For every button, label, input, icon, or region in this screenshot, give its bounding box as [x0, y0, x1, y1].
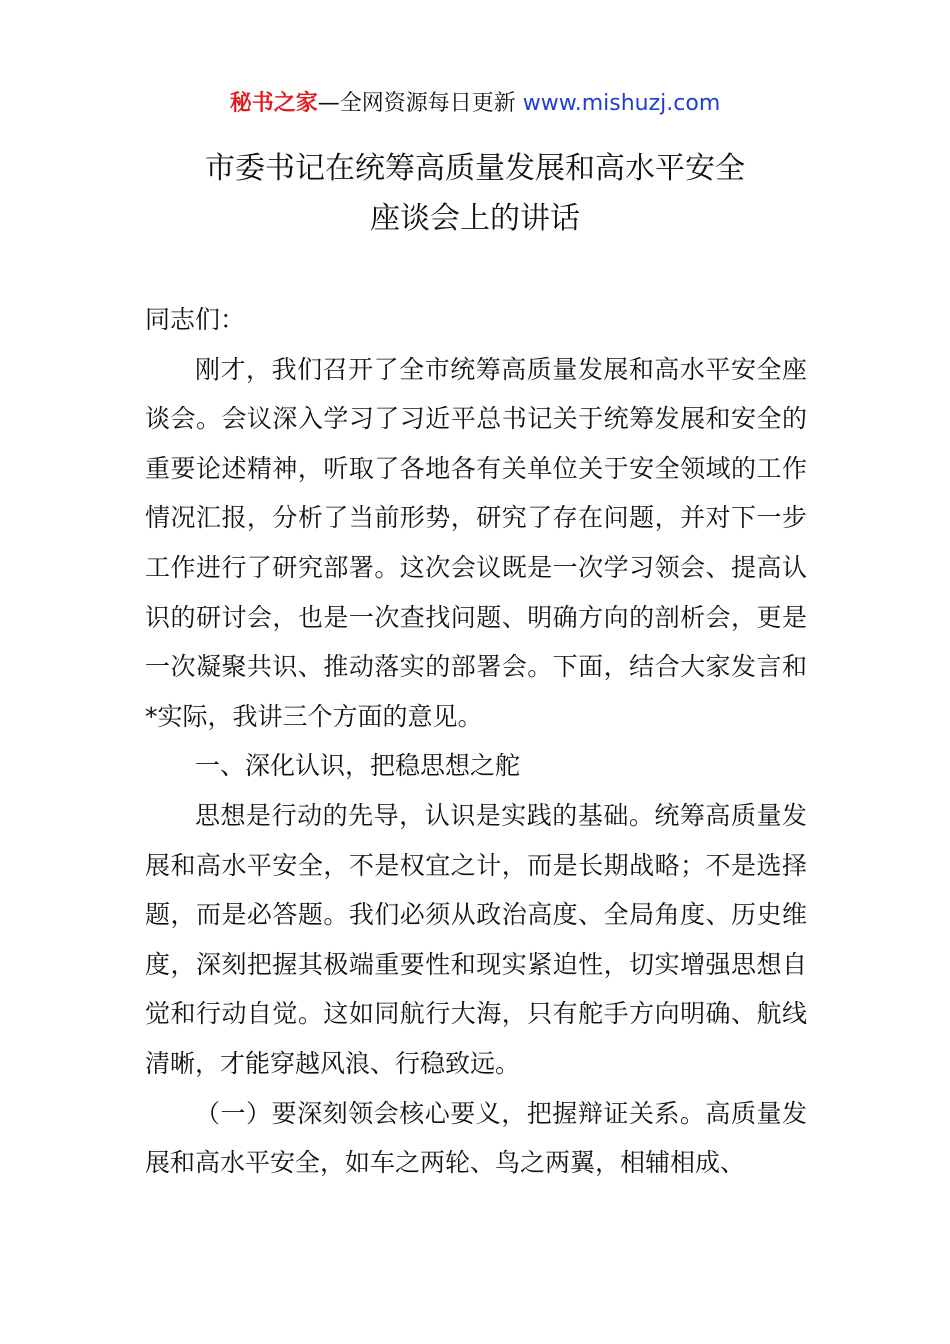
title-line-2: 座谈会上的讲话	[370, 201, 580, 236]
paragraph-intro: 刚才，我们召开了全市统筹高质量发展和高水平安全座谈会。会议深入学习了习近平总书记关于统筹发展和安全的重要论述精神，听取了各地各有关单位关于安全领域的工作情况汇报，分析了当前形势，研究了存在问题，并对下一步工作进行了研究部署。这次会议既是一次学习领会、提高认识的研讨会，也是一次查找问题、明确方向的剖析会，更是一次凝聚共识、推动落实的部署会。下面，结合大家发言和*实际，我讲三个方面的意见。	[145, 354, 807, 731]
section-heading-1: 一、深化认识，把稳思想之舵	[195, 751, 521, 781]
site-slogan: —全网资源每日更新	[317, 91, 523, 116]
paragraph-subsection-1: （一）要深刻领会核心要义，把握辩证关系。高质量发展和高水平安全，如车之两轮、鸟之两翼，相辅相成、	[145, 1098, 807, 1178]
salutation: 同志们：	[145, 305, 246, 334]
site-url-link[interactable]: www.mishuzj.com	[522, 91, 721, 116]
site-header	[0, 88, 950, 120]
title-line-1: 市委书记在统筹高质量发展和高水平安全	[205, 151, 745, 186]
brand-name: 秘书之家	[229, 91, 318, 116]
document-body	[145, 295, 807, 1188]
document-title	[0, 144, 950, 244]
paragraph-section-1: 思想是行动的先导，认识是实践的基础。统筹高质量发展和高水平安全，不是权宜之计，而是长期战略；不是选择题，而是必答题。我们必须从政治高度、全局角度、历史维度，深刻把握其极端重要性和现实紧迫性，切实增强思想自觉和行动自觉。这如同航行大海，只有舵手方向明确、航线清晰，才能穿越风浪、行稳致远。	[145, 800, 807, 1078]
